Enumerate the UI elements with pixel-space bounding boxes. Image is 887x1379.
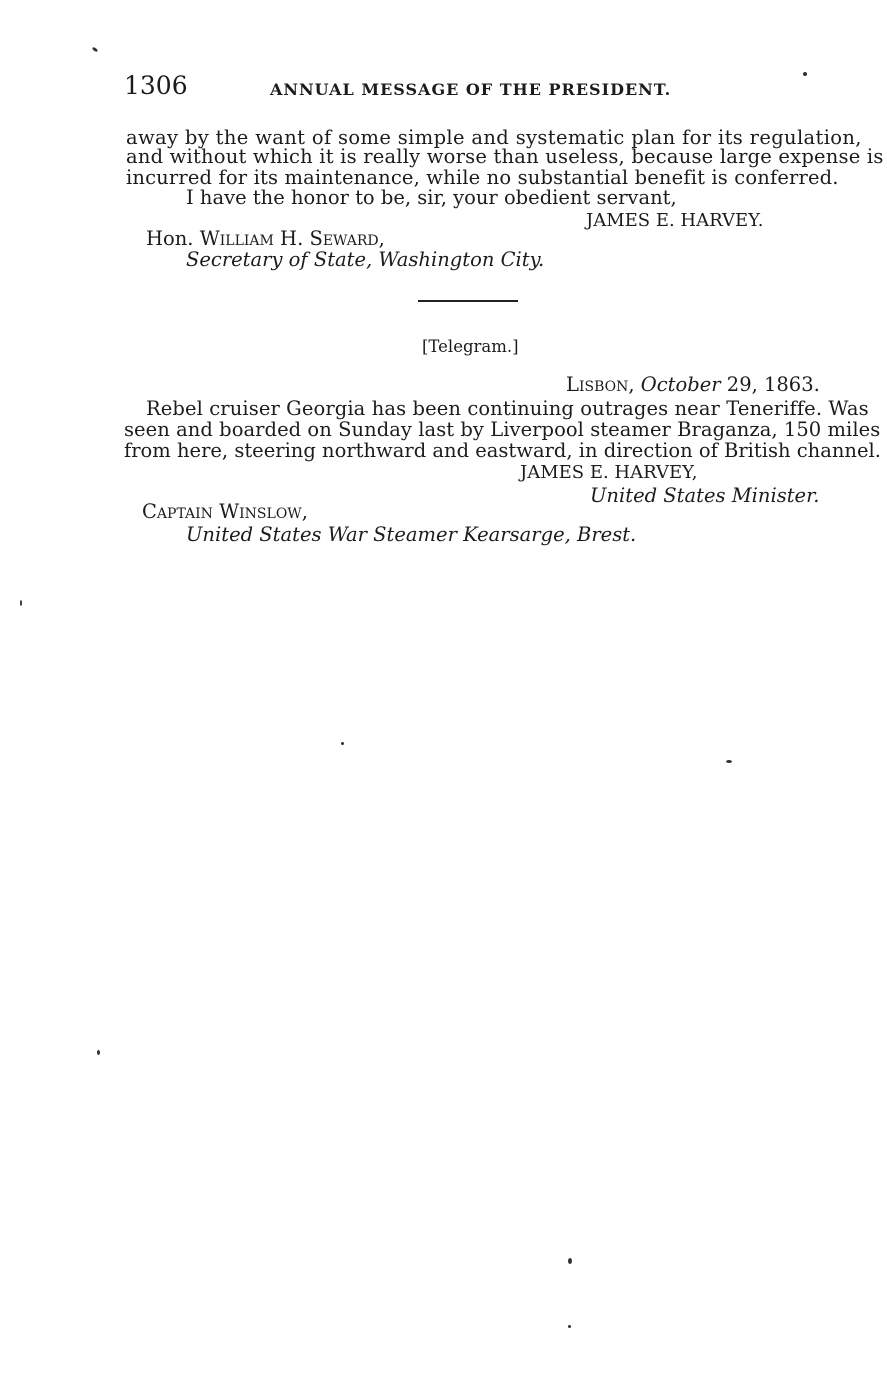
telegram-signature-title: United States Minister. <box>590 484 820 507</box>
letter-signature: JAMES E. HARVEY. <box>586 210 764 231</box>
letter-line: incurred for its maintenance, while no substantial benefit is conferred. <box>126 166 839 189</box>
scan-speck <box>20 600 22 606</box>
addressee-name: William H. Seward, <box>199 227 385 250</box>
scan-speck <box>568 1325 571 1328</box>
letter-line: and without which it is really worse than useless, because large expense is <box>126 145 884 168</box>
scan-speck <box>803 72 807 76</box>
telegram-recipient: Captain Winslow, <box>142 500 308 523</box>
addressee-prefix: Hon. <box>146 227 194 250</box>
telegram-month: October <box>640 373 721 396</box>
scan-speck <box>726 760 732 763</box>
telegram-line: seen and boarded on Sunday last by Liverpool steamer Braganza, 150 miles <box>124 418 881 441</box>
telegram-place: Lisbon, <box>566 373 635 396</box>
telegram-signature: JAMES E. HARVEY, <box>520 462 698 483</box>
addressee-title: Secretary of State, Washington City. <box>186 248 545 271</box>
scan-speck <box>341 742 344 745</box>
letter-closing: I have the honor to be, sir, your obedient servant, <box>186 186 677 209</box>
letter-line: away by the want of some simple and systematic plan for its regulation, <box>126 126 862 149</box>
telegram-label: [Telegram.] <box>422 337 519 356</box>
running-title: ANNUAL MESSAGE OF THE PRESIDENT. <box>270 80 672 99</box>
telegram-dateline <box>566 374 820 396</box>
telegram-date: 29, 1863. <box>726 373 820 396</box>
telegram-line: Rebel cruiser Georgia has been continuing outrages near Teneriffe. Was <box>146 397 869 420</box>
scan-speck <box>97 1050 100 1055</box>
telegram-line: from here, steering northward and eastward, in direction of British channel. <box>124 439 881 462</box>
scan-speck <box>568 1258 572 1264</box>
section-divider <box>418 300 518 302</box>
telegram-recipient-title: United States War Steamer Kearsarge, Brest. <box>186 523 637 546</box>
scan-speck <box>92 47 99 53</box>
letter-addressee <box>146 228 385 250</box>
page-number: 1306 <box>124 71 188 100</box>
